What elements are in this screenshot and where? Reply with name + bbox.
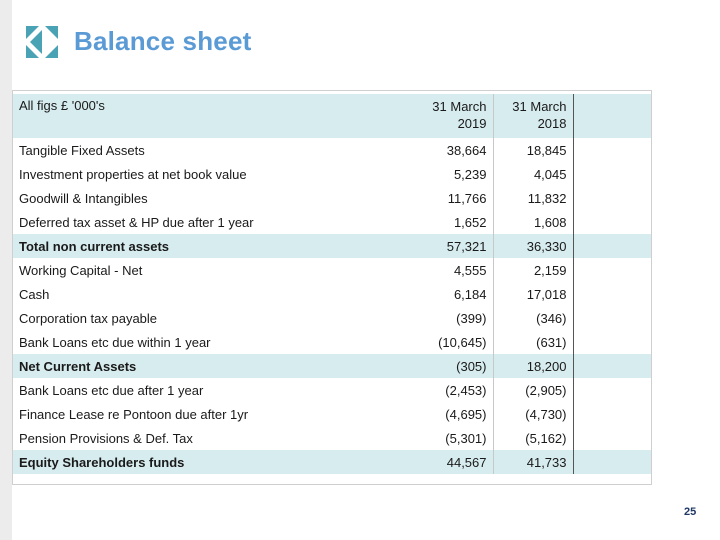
value-2018: 2,159 <box>493 258 573 282</box>
value-2019: (2,453) <box>413 378 493 402</box>
table-row <box>13 378 651 402</box>
table-row <box>13 258 651 282</box>
value-2019: 1,652 <box>413 210 493 234</box>
row-label: Goodwill & Intangibles <box>19 190 148 206</box>
row-label: Finance Lease re Pontoon due after 1yr <box>19 406 249 422</box>
value-2018: 18,200 <box>493 354 573 378</box>
row-label: Cash <box>19 286 50 302</box>
value-2018: 4,045 <box>493 162 573 186</box>
total-row <box>13 354 651 378</box>
value-2019: (10,645) <box>413 330 493 354</box>
units-label: All figs £ '000's <box>13 94 413 138</box>
left-margin-band <box>0 0 12 540</box>
value-2018: 18,845 <box>493 138 573 162</box>
column-header-2018: 31 March 2018 <box>493 94 573 138</box>
row-label: Total non current assets <box>13 234 413 258</box>
table-row <box>13 282 651 306</box>
value-2019: 5,239 <box>413 162 493 186</box>
page-number: 25 <box>684 506 697 518</box>
value-2019: (399) <box>413 306 493 330</box>
table-row <box>13 426 651 450</box>
value-2018: 1,608 <box>493 210 573 234</box>
value-2019: (5,301) <box>413 426 493 450</box>
table-row <box>13 186 651 210</box>
value-2019: (305) <box>413 354 493 378</box>
value-2018: 17,018 <box>493 282 573 306</box>
value-2018: 11,832 <box>493 186 573 210</box>
table-header-row <box>13 94 651 138</box>
value-2019: (4,695) <box>413 402 493 426</box>
value-2018: (346) <box>493 306 573 330</box>
page-title: Balance sheet <box>74 26 252 56</box>
total-row <box>13 450 651 474</box>
value-2019: 11,766 <box>413 186 493 210</box>
value-2018: (5,162) <box>493 426 573 450</box>
row-label: Equity Shareholders funds <box>13 450 413 474</box>
balance-sheet-table <box>13 94 651 474</box>
row-label: Bank Loans etc due after 1 year <box>19 382 204 398</box>
row-label: Investment properties at net book value <box>19 166 247 182</box>
value-2018: 36,330 <box>493 234 573 258</box>
table-row <box>13 330 651 354</box>
row-label: Pension Provisions & Def. Tax <box>19 430 193 446</box>
value-2019: 6,184 <box>413 282 493 306</box>
value-2019: 4,555 <box>413 258 493 282</box>
value-2018: (4,730) <box>493 402 573 426</box>
table-row <box>13 210 651 234</box>
table-row <box>13 162 651 186</box>
value-2019: 38,664 <box>413 138 493 162</box>
table-row <box>13 402 651 426</box>
row-label: Bank Loans etc due within 1 year <box>19 334 211 350</box>
value-2018: (2,905) <box>493 378 573 402</box>
row-label: Corporation tax payable <box>19 310 158 326</box>
row-label: Net Current Assets <box>13 354 413 378</box>
value-2018: 41,733 <box>493 450 573 474</box>
table-row <box>13 306 651 330</box>
empty-cell <box>573 94 651 138</box>
value-2018: (631) <box>493 330 573 354</box>
company-logo-icon <box>26 26 58 58</box>
row-label: Working Capital - Net <box>19 262 143 278</box>
table-row <box>13 138 651 162</box>
row-label: Deferred tax asset & HP due after 1 year <box>19 214 254 230</box>
column-header-2019: 31 March 2019 <box>413 94 493 138</box>
row-label: Tangible Fixed Assets <box>19 142 145 158</box>
total-row <box>13 234 651 258</box>
value-2019: 44,567 <box>413 450 493 474</box>
value-2019: 57,321 <box>413 234 493 258</box>
